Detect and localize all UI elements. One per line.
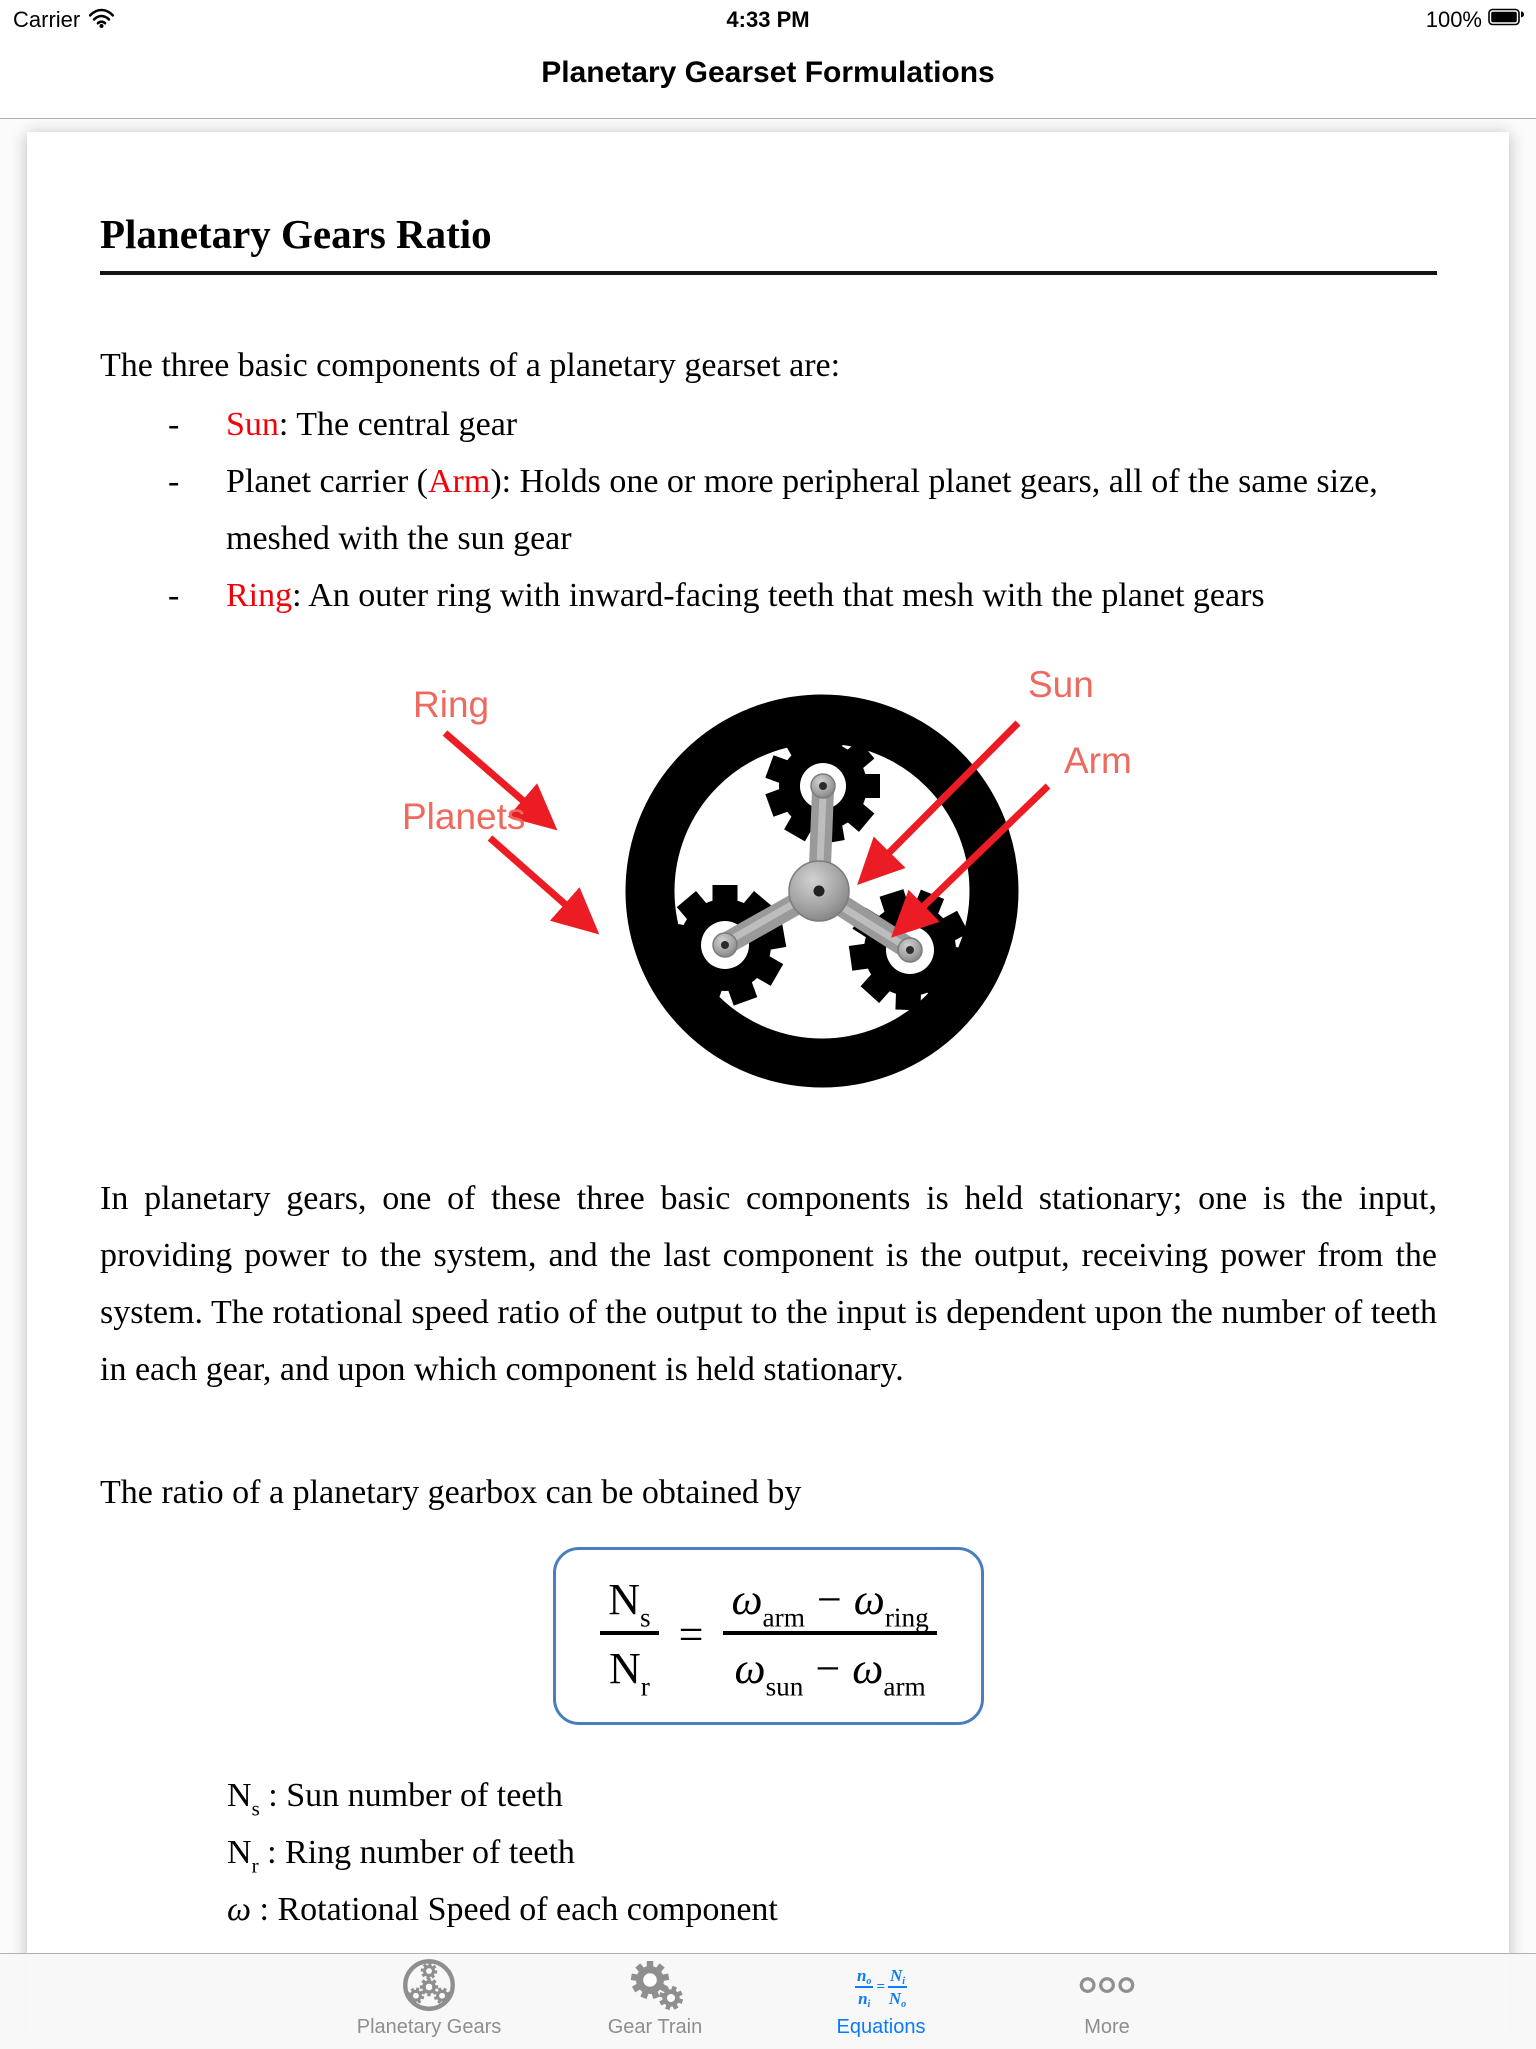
rhs-fraction: $\frac{\omega_{arm} - \omega_{ring}}{\omega_{sun} - \omega_{arm}}$ <box>723 1574 936 1694</box>
intro-text: The three basic components of a planetary gearset are: <box>100 347 841 385</box>
battery-icon <box>1488 8 1526 32</box>
lhs-fraction: $\frac{N_s}{N_r}$ <box>600 1574 658 1694</box>
list-item-text: Planet carrier (Arm): Holds one or more peripheral planet gears, all of the same size, meshed with the sun gear <box>226 463 1378 558</box>
definition-line: $N_s$ : Sun number of teeth <box>227 1777 563 1821</box>
body-paragraph: In planetary gears, one of these three basic components is held stationary; one is the input, providing power to the system, and the last component is the output, receiving power from the system. The rotational speed ratio of the output to the input is dependent upon the number of teeth in each gear, and upon which component is held stationary. <box>100 1180 1437 1389</box>
equals-sign: = <box>678 1609 704 1659</box>
gear-ratio-equation <box>553 1547 984 1725</box>
ratio-intro-text: The ratio of a planetary gearbox can be obtained by <box>100 1474 802 1512</box>
tab-label: Gear Train <box>607 2016 703 2038</box>
planetary-gears-icon <box>398 1956 460 2018</box>
tab-more[interactable] <box>994 1954 1220 2049</box>
bullet-marker: - <box>168 463 180 501</box>
arm-label: Arm <box>1064 740 1132 782</box>
bullet-marker: - <box>168 406 180 444</box>
equations-icon: $\frac{n_o}{n_i}$ = $\frac{N_i}{N_o}$ <box>856 1966 907 2010</box>
definition-line: $N_r$ : Ring number of teeth <box>227 1834 575 1878</box>
tab-gear-train[interactable] <box>542 1954 768 2049</box>
planets-arrow <box>490 838 592 928</box>
carrier-arm-group <box>713 774 922 962</box>
document-card <box>27 132 1509 2048</box>
tab-bar <box>0 1953 1536 2049</box>
section-heading: Planetary Gears Ratio <box>100 211 492 257</box>
status-bar <box>0 0 1536 40</box>
clock: 4:33 PM <box>726 7 810 32</box>
planets-label: Planets <box>402 796 526 838</box>
tab-label: Equations <box>836 2016 926 2038</box>
component-list <box>100 396 1437 624</box>
more-icon <box>1076 1956 1138 2018</box>
ring-label: Ring <box>413 684 490 726</box>
equation-wrapper <box>100 1547 1437 1725</box>
tab-planetary-gears[interactable] <box>316 1954 542 2049</box>
sun-label: Sun <box>1028 664 1094 706</box>
list-item <box>100 453 1437 567</box>
tab-label: More <box>1084 2016 1130 2038</box>
heading-rule <box>100 271 1437 275</box>
tab-equations[interactable] <box>768 1954 994 2049</box>
nav-bar <box>0 40 1536 119</box>
carrier-label: Carrier <box>13 7 81 32</box>
bullet-marker: - <box>168 577 180 615</box>
gear-train-icon <box>623 1956 687 2018</box>
list-item-text: Sun: The central gear <box>226 406 518 444</box>
planetary-gearset-diagram <box>100 638 1437 1138</box>
definition-line: ω : Rotational Speed of each component <box>227 1891 778 1929</box>
battery-percent: 100% <box>1425 7 1482 32</box>
list-item <box>100 396 1437 453</box>
symbol-definitions <box>227 1767 1437 1938</box>
list-item <box>100 567 1437 624</box>
page-title: Planetary Gearset Formulations <box>541 56 995 89</box>
list-item-text: Ring: An outer ring with inward-facing teeth that mesh with the planet gears <box>226 577 1265 615</box>
document-content <box>27 132 1509 1938</box>
tab-label: Planetary Gears <box>356 2016 502 2038</box>
